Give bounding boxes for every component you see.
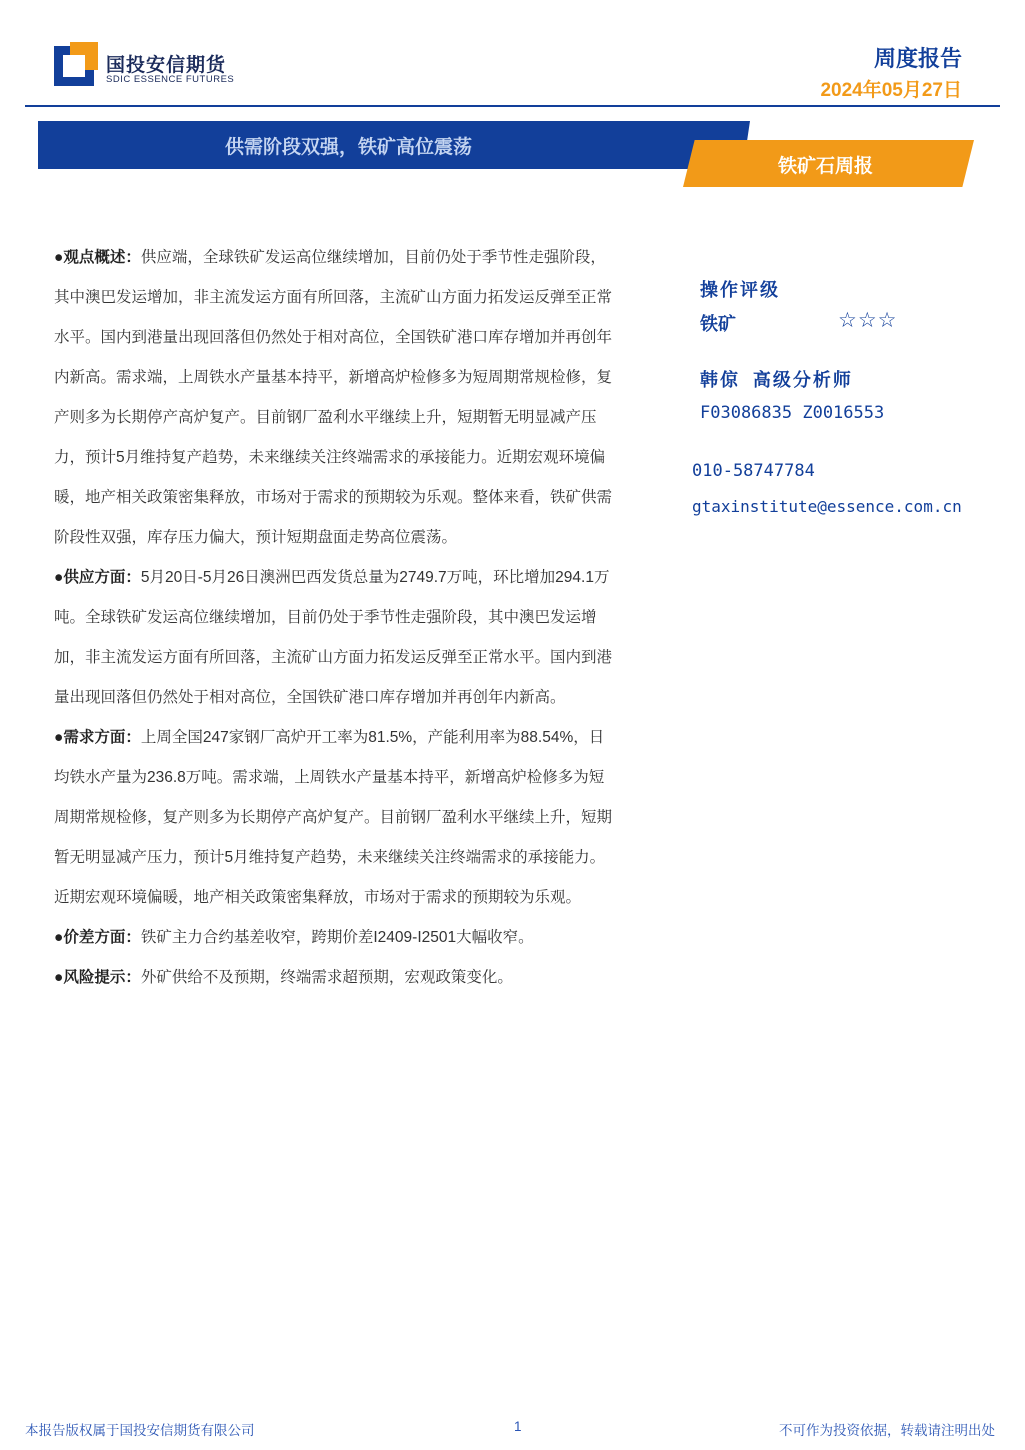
- section-supply: [54, 558, 616, 718]
- analyst-licenses: F03086835 Z0016553: [700, 403, 885, 423]
- rating-stars-icon: ☆☆☆: [838, 309, 898, 332]
- report-title: 供需阶段双强，铁矿高位震荡: [225, 137, 473, 158]
- section-text: 5月20日-5月26日澳洲巴西发货总量为2749.7万吨，环比增加294.1万吨。全球铁矿发运高位继续增加，目前仍处于季节性走强阶段，其中澳巴发运增加，非主流发运方面有所回落，主流矿山方面力拓发运反弹至正常水平。国内到港量出现回落但仍然处于相对高位，全国铁矿港口库存增加并再创年内新高。: [54, 569, 613, 706]
- company-logo: [54, 42, 254, 88]
- contact-phone: 010-58747784: [692, 461, 815, 481]
- report-body: [54, 238, 616, 998]
- page-number: 1: [514, 1419, 522, 1434]
- section-label: ●风险提示：: [54, 969, 141, 986]
- report-type: 周度报告: [873, 46, 962, 71]
- contact-email[interactable]: gtaxinstitute@essence.com.cn: [692, 497, 962, 516]
- rating-title: 操作评级: [700, 280, 780, 301]
- section-overview: [54, 238, 616, 558]
- section-text: 供应端，全球铁矿发运高位继续增加，目前仍处于季节性走强阶段，其中澳巴发运增加，非主流发运方面有所回落，主流矿山方面力拓发运反弹至正常水平。国内到港量出现回落但仍然处于相对高位，全国铁矿港口库存增加并再创年内新高。需求端，上周铁水产量基本持平，新增高炉检修多为短周期常规检修，复产则多为长期停产高炉复产。目前钢厂盈利水平继续上升，短期暂无明显减产压力，预计5月维持复产趋势，未来继续关注终端需求的承接能力。近期宏观环境偏暖，地产相关政策密集释放，市场对于需求的预期较为乐观。整体来看，铁矿供需阶段性双强，库存压力偏大，预计短期盘面走势高位震荡。: [54, 249, 613, 546]
- logo-english-name: SDIC ESSENCE FUTURES: [106, 74, 235, 85]
- section-risk: [54, 958, 616, 998]
- section-label: ●需求方面：: [54, 729, 141, 746]
- logo-company-name: 国投安信期货: [106, 55, 227, 76]
- section-label: ●供应方面：: [54, 569, 141, 586]
- header-divider: [25, 105, 1000, 107]
- footer-disclaimer: 不可作为投资依据，转载请注明出处: [779, 1423, 995, 1438]
- rating-product: 铁矿: [700, 314, 736, 335]
- section-demand: [54, 718, 616, 918]
- section-text: 外矿供给不及预期，终端需求超预期，宏观政策变化。: [140, 969, 513, 986]
- section-text: 铁矿主力合约基差收窄，跨期价差I2409-I2501大幅收窄。: [140, 929, 534, 946]
- section-label: ●价差方面：: [54, 929, 141, 946]
- footer-copyright: 本报告版权属于国投安信期货有限公司: [25, 1423, 255, 1438]
- section-spread: [54, 918, 616, 958]
- analyst-name: 韩倞 高级分析师: [700, 370, 853, 391]
- logo-icon: [54, 42, 98, 86]
- section-label: ●观点概述：: [54, 249, 141, 266]
- section-text: 上周全国247家钢厂高炉开工率为81.5%，产能利用率为88.54%，日均铁水产量为236.8万吨。需求端，上周铁水产量基本持平，新增高炉检修多为短周期常规检修，复产则多为长期停产高炉复产。目前钢厂盈利水平继续上升，短期暂无明显减产压力，预计5月维持复产趋势，未来继续关注终端需求的承接能力。近期宏观环境偏暖，地产相关政策密集释放，市场对于需求的预期较为乐观。: [54, 729, 613, 906]
- report-date: 2024年05月27日: [820, 80, 962, 101]
- category-label: 铁矿石周报: [778, 156, 874, 177]
